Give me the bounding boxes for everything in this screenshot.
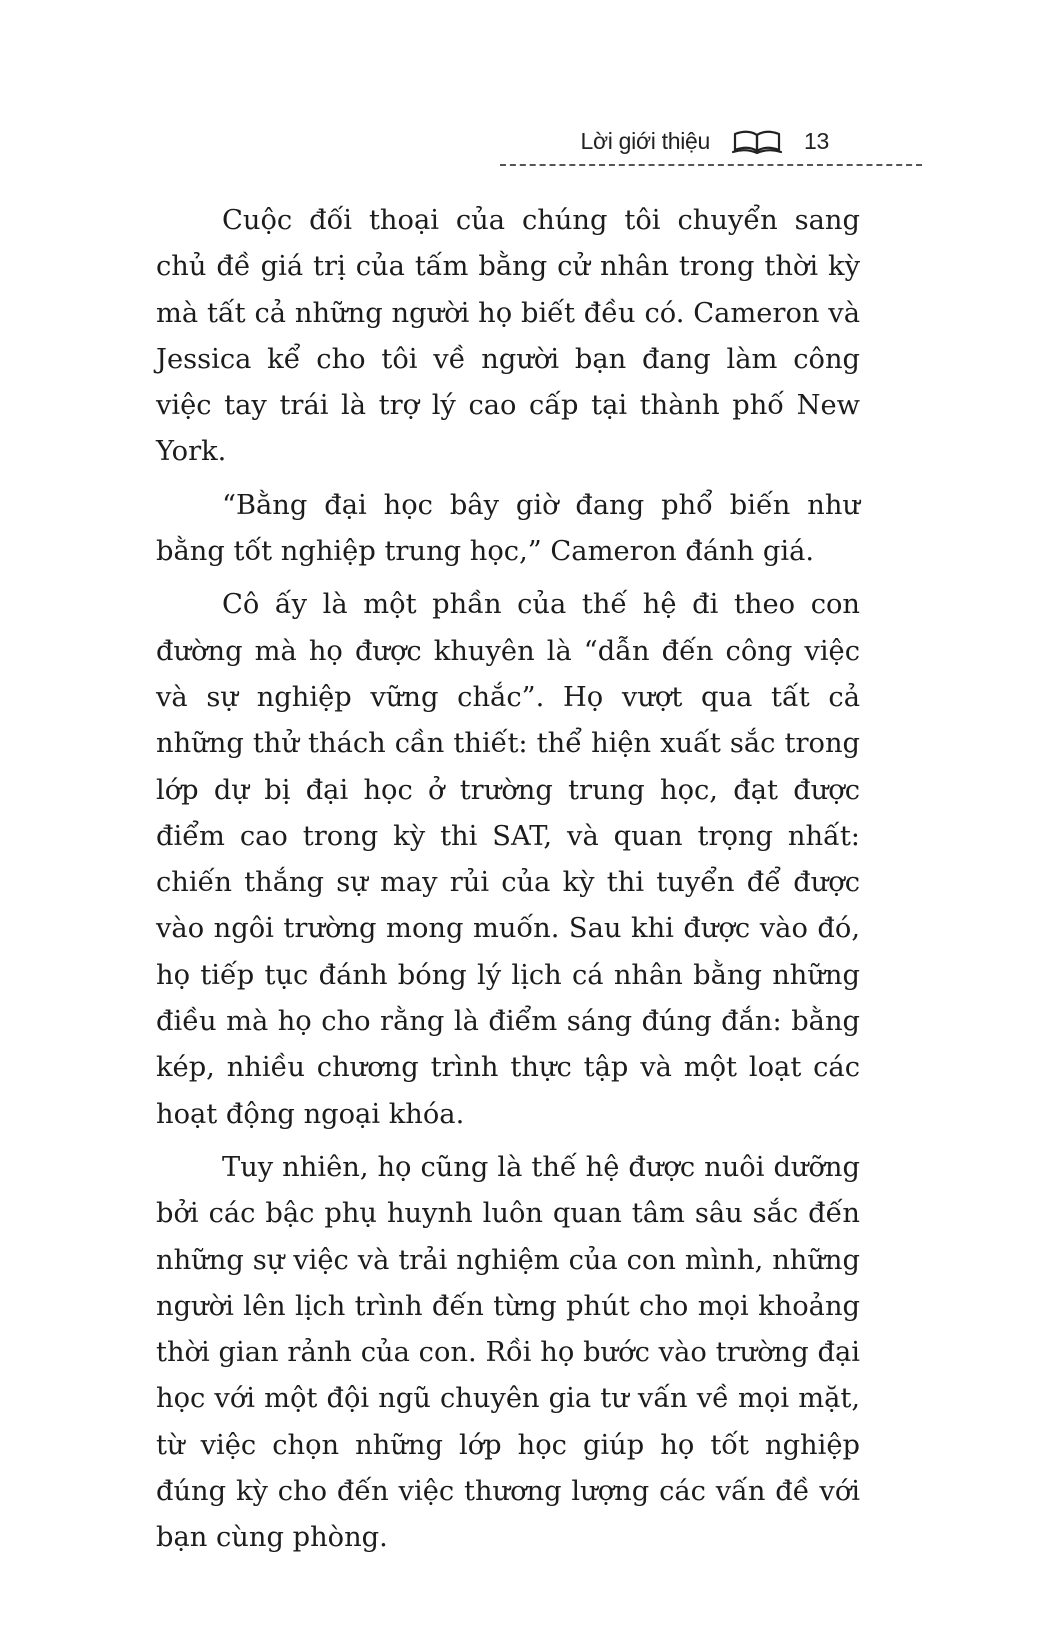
body-text (156, 198, 860, 1569)
chapter-title: Lời giới thiệu (580, 128, 711, 154)
paragraph: “Bằng đại học bây giờ đang phổ biến như bằng tốt nghiệp trung học,” Cameron đánh giá. (156, 489, 860, 568)
open-book-icon-graphic (732, 129, 782, 155)
running-header (580, 128, 829, 155)
page-number: 13 (804, 128, 829, 154)
paragraph: Cuộc đối thoại của chúng tôi chuyển sang chủ đề giá trị của tấm bằng cử nhân trong thời kỳ mà tất cả những người họ biết đều có. Cameron và Jessica kể cho tôi về người bạn đang làm công việc tay trái là trợ lý cao cấp tại thành phố New York. (156, 205, 860, 468)
open-book-icon (732, 129, 782, 155)
paragraph: Tuy nhiên, họ cũng là thế hệ được nuôi dưỡng bởi các bậc phụ huynh luôn quan tâm sâu sắc đến những sự việc và trải nghiệm của con mình, những người lên lịch trình đến từng phút cho mọi khoảng thời gian rảnh của con. Rồi họ bước vào trường đại học với một đội ngũ chuyên gia tư vấn về mọi mặt, từ việc chọn những lớp học giúp họ tốt nghiệp đúng kỳ cho đến việc thương lượng các vấn đề với bạn cùng phòng. (156, 1151, 860, 1554)
paragraph: Cô ấy là một phần của thế hệ đi theo con đường mà họ được khuyên là “dẫn đến công việc và sự nghiệp vững chắc”. Họ vượt qua tất cả những thử thách cần thiết: thể hiện xuất sắc trong lớp dự bị đại học ở trường trung học, đạt được điểm cao trong kỳ thi SAT, và quan trọng nhất: chiến thắng sự may rủi của kỳ thi tuyển để được vào ngôi trường mong muốn. Sau khi được vào đó, họ tiếp tục đánh bóng lý lịch cá nhân bằng những điều mà họ cho rằng là điểm sáng đúng đắn: bằng kép, nhiều chương trình thực tập và một loạt các hoạt động ngoại khóa. (156, 589, 860, 1130)
header-divider (500, 164, 922, 166)
